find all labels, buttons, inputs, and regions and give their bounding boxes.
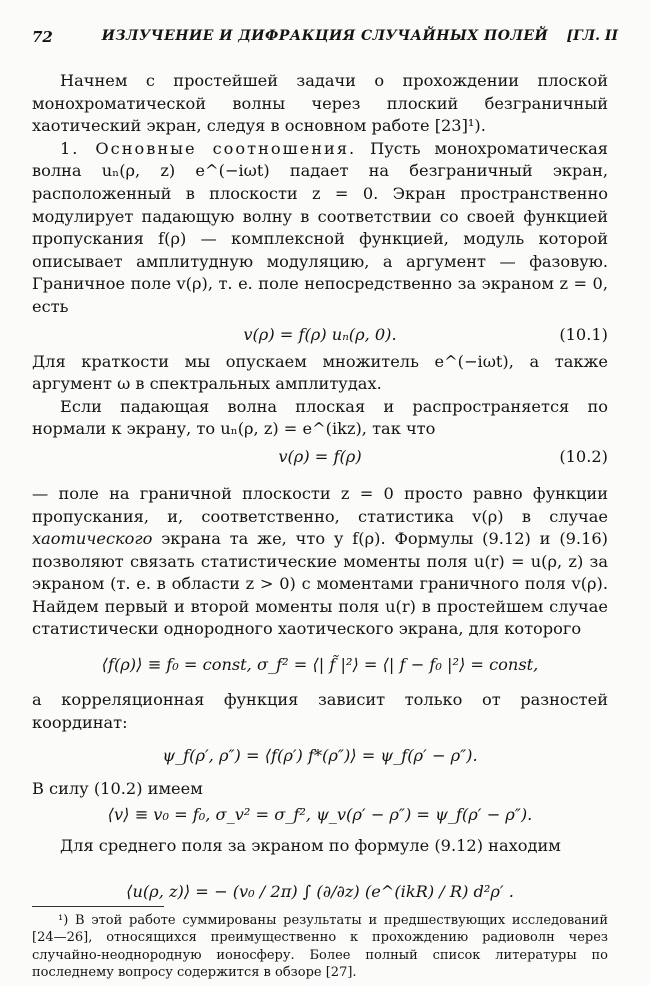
main-text <box>32 70 608 927</box>
paragraph-section-1-text: Пусть монохроматическая волна uₙ(ρ, z) e^(−iωt) падает на безграничный экран, расположенный в плоскости z = 0. Экран пространственно модулирует падающую волну в соответствии со своей функцией пропускания f(ρ) — комплексной функцией, модуль которой описывает амплитудную модуляцию, а аргумент — фазовую. Граничное поле v(ρ), т. е. поле непосредственно за экраном z = 0, есть <box>32 138 608 316</box>
equation-10-2 <box>32 445 608 469</box>
equation-body: ψ_f(ρ′, ρ″) = ⟨f(ρ′) f*(ρ″)⟩ = ψ_f(ρ′ − ρ″). <box>162 746 478 766</box>
chapter-label: [ГЛ. II <box>566 28 618 44</box>
equation-body: ⟨v⟩ ≡ v₀ = f₀, σ_v² = σ_f², ψ_v(ρ′ − ρ″) = ψ_f(ρ′ − ρ″). <box>107 804 533 824</box>
text-run: — поле на граничной плоскости z = 0 просто равно функции пропускания, и, соответственно, статистика v(ρ) в случае <box>32 483 608 526</box>
paragraph-brevity: Для краткости мы опускаем множитель e^(−iωt), а также аргумент ω в спектральных амплитудах. <box>32 351 608 394</box>
paragraph-section-1 <box>32 138 608 319</box>
equation-boundary-stats <box>32 803 608 827</box>
equation-moments <box>32 653 608 677</box>
paragraph-correlation: а корреляционная функция зависит только от разностей координат: <box>32 690 608 732</box>
running-title: ИЗЛУЧЕНИЕ И ДИФРАКЦИЯ СЛУЧАЙНЫХ ПОЛЕЙ <box>101 28 549 44</box>
paragraph-by-virtue: В силу (10.2) имеем <box>32 779 203 799</box>
emphasis: хаотического <box>32 529 153 549</box>
equation-body: ⟨f(ρ)⟩ ≡ f₀ = const, σ_f² = ⟨| f̃ |²⟩ = ⟨| f − f₀ |²⟩ = const, <box>101 655 539 675</box>
paragraph-boundary-field <box>32 483 608 641</box>
paragraph-plane-wave: Если падающая волна плоская и распространяется по нормали к экрану, то uₙ(ρ, z) = e^(ikz), так что <box>32 396 608 439</box>
running-header <box>32 28 618 50</box>
equation-number: (10.1) <box>559 324 608 344</box>
footnote: ¹) В этой работе суммированы результаты и предшествующих исследований [24—26], относящихся преимущественно к прохождению радиоволн через случайно-неоднородную ионосферу. Более полный список литературы по последнему вопросу содержится в обзоре [27]. <box>32 913 608 981</box>
equation-number: (10.2) <box>559 446 608 466</box>
section-heading: 1. Основные соотношения. <box>60 138 357 158</box>
equation-body: v(ρ) = f(ρ) <box>278 446 362 466</box>
equation-10-1 <box>32 323 608 347</box>
paragraph-intro: Начнем с простейшей задачи о прохождении плоской монохроматической волны через плоский безграничный хаотический экран, следуя в основном работе [23]¹). <box>32 71 608 136</box>
text-run: экрана та же, что у f(ρ). Формулы (9.12) и (9.16) позволяют связать статистические моменты поля u(r) = u(ρ, z) за экраном (т. е. в области z > 0) с моментами граничного поля v(ρ). Найдем первый и второй моменты поля u(r) в простейшем случае статистически однородного хаотического экрана, для которого <box>32 529 608 639</box>
equation-body: v(ρ) = f(ρ) uₙ(ρ, 0). <box>243 324 397 344</box>
equation-correlation <box>32 744 608 768</box>
paragraph-mean-field: Для среднего поля за экраном по формуле (9.12) находим <box>60 835 561 855</box>
equation-body: ⟨u(ρ, z)⟩ = − (v₀ / 2π) ∫ (∂/∂z) (e^(ikR) / R) d²ρ′ . <box>126 882 514 902</box>
page-number: 72 <box>32 28 53 46</box>
footnote-rule <box>32 906 164 907</box>
